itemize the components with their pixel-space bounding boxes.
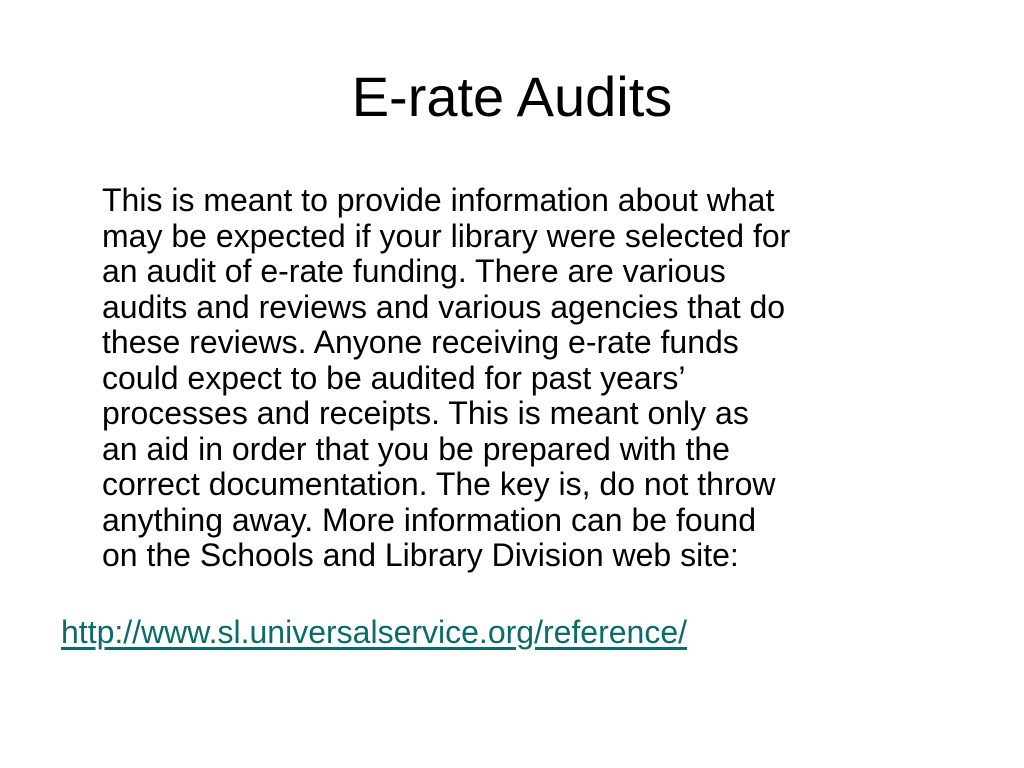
body-line: an audit of e-rate funding. There are various [102, 253, 726, 289]
body-line: on the Schools and Library Division web site: [102, 537, 739, 573]
body-line: an aid in order that you be prepared with the [102, 430, 730, 467]
body-line: processes and receipts. This is meant only as [102, 395, 749, 431]
body-line: correct documentation. The key is, do not throw [102, 466, 776, 502]
body-line: could expect to be audited for past years’ [102, 359, 686, 396]
body-line: these reviews. Anyone receiving e-rate funds [102, 324, 739, 360]
slide-body-paragraph [102, 183, 982, 574]
reference-link[interactable]: http://www.sl.universalservice.org/reference/ [61, 614, 688, 650]
body-line: This is meant to provide information about what [102, 182, 775, 218]
slide-title: E-rate Audits [351, 65, 673, 128]
body-line: audits and reviews and various agencies that do [102, 288, 786, 325]
body-line: anything away. More information can be found [102, 501, 757, 538]
body-line: may be expected if your library were selected for [102, 217, 791, 254]
